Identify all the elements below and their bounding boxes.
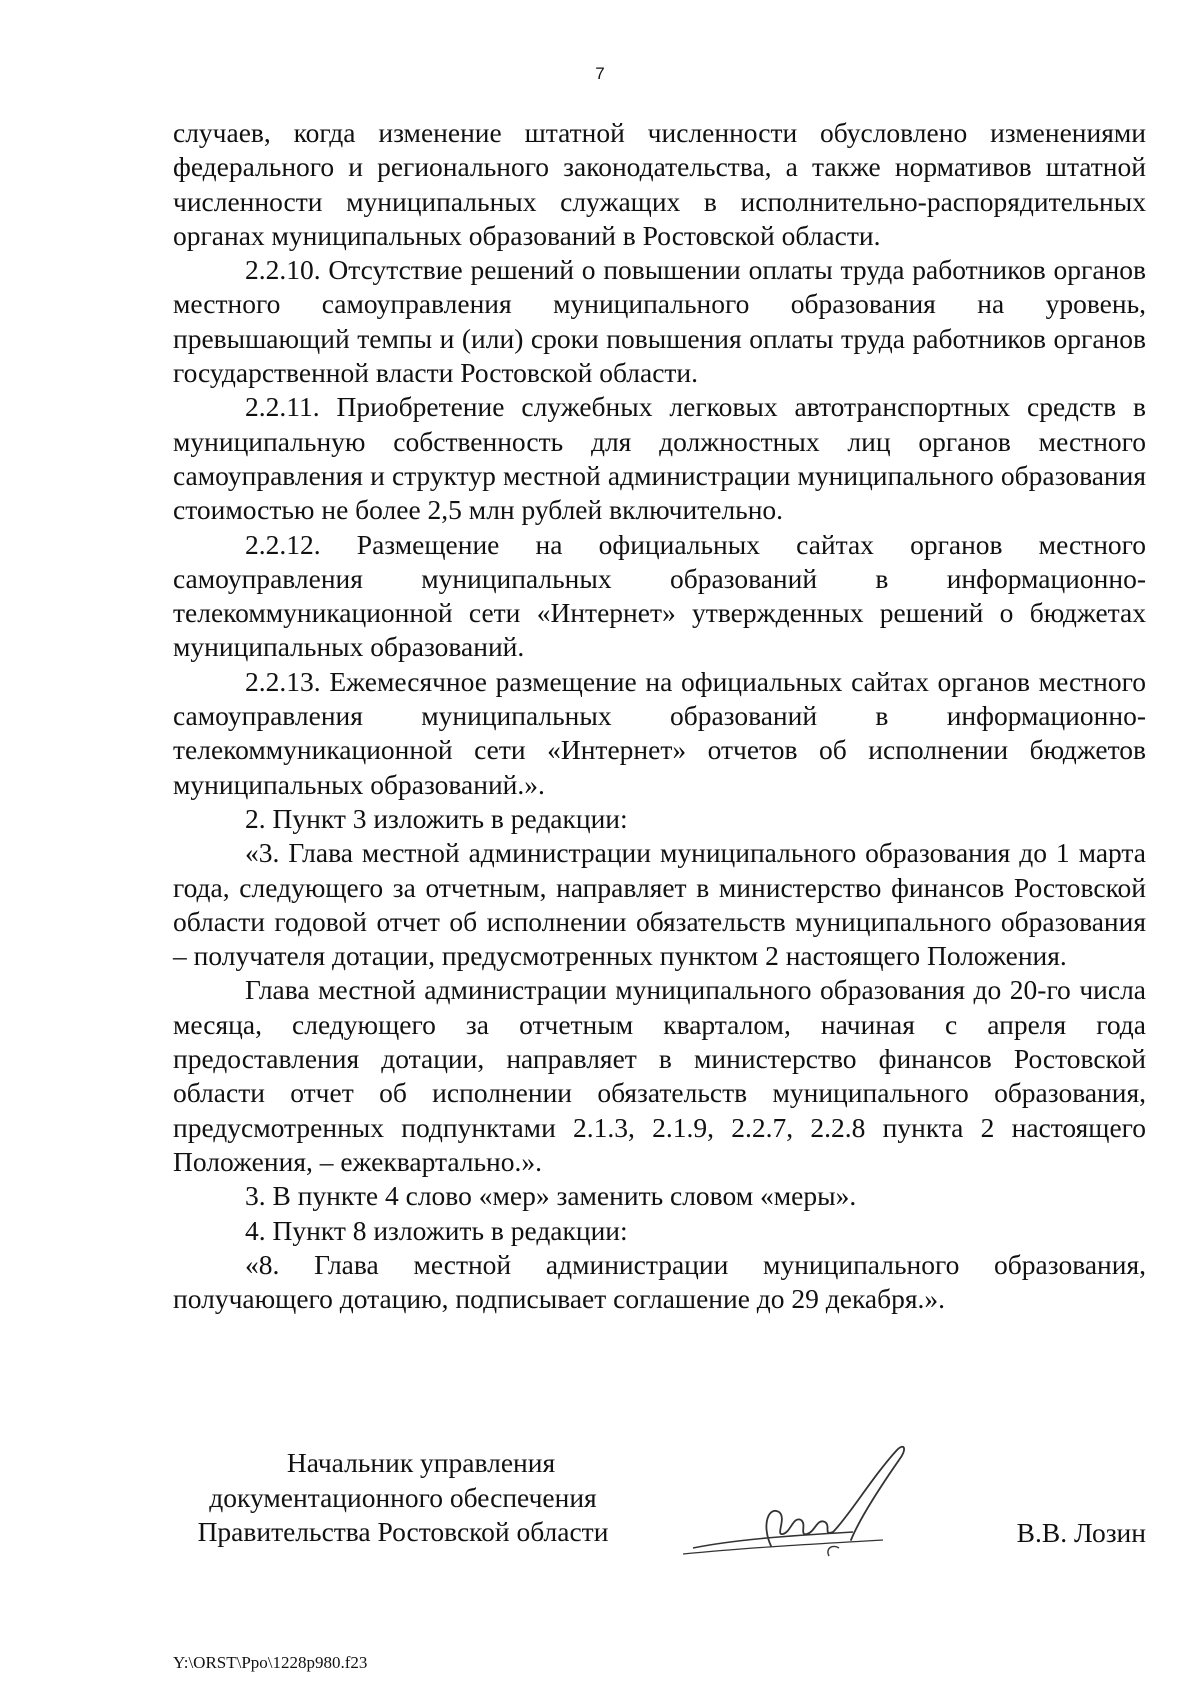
position-line: Начальник управления bbox=[286, 1447, 556, 1478]
paragraph: 2. Пункт 3 изложить в редакции: bbox=[245, 802, 628, 834]
position-line: документационного обеспечения bbox=[209, 1481, 597, 1513]
paragraph: 2.2.10. Отсутствие решений о повышении оплаты труда работников органов местного самоуправления муниципального образования на уровень, превышающий темпы и (или) сроки повышения оплаты труда работников органов государственной власти Ростовской области. bbox=[173, 254, 1146, 389]
page-number: 7 bbox=[595, 64, 605, 83]
signature-block bbox=[173, 1446, 1146, 1576]
paragraph: 2.2.12. Размещение на официальных сайтах органов местного самоуправления муниципальных образований в информационно-телекоммуникационной сети «Интернет» утвержденных решений о бюджетах муниципальных образований. bbox=[173, 528, 1146, 663]
paragraph: 2.2.13. Ежемесячное размещение на официальных сайтах органов местного самоуправления муниципальных образований в информационно-телекоммуникационной сети «Интернет» отчетов об исполнении бюджетов муниципальных образований.». bbox=[173, 665, 1146, 800]
paragraph: 3. В пункте 4 слово «мер» заменить словом «меры». bbox=[245, 1180, 857, 1212]
paragraph: «3. Глава местной администрации муниципального образования до 1 марта года, следующего за отчетным, направляет в министерство финансов Ростовской области годовой отчет об исполнении обязательств муниципального образования – получателя дотации, предусмотренных пунктом 2 настоящего Положения. bbox=[173, 837, 1146, 972]
paragraph: 4. Пункт 8 изложить в редакции: bbox=[245, 1214, 628, 1246]
handwritten-signature bbox=[653, 1436, 943, 1566]
position-line: Правительства Ростовской области bbox=[197, 1516, 609, 1547]
paragraph: Глава местной администрации муниципального образования до 20-го числа месяца, следующего за отчетным кварталом, начиная с апреля года предоставления дотации, направляет в министерство финансов Ростовской области отчет об исполнении обязательств муниципального образования, предусмотренных подпунктами 2.1.3, 2.1.9, 2.2.7, 2.2.8 пункта 2 настоящего Положения, – ежеквартально.». bbox=[173, 974, 1146, 1177]
paragraph: «8. Глава местной администрации муниципального образования, получающего дотацию, подписывает соглашение до 29 декабря.». bbox=[173, 1248, 1146, 1315]
signer-position bbox=[173, 1446, 633, 1550]
paragraph: 2.2.11. Приобретение служебных легковых автотранспортных средств в муниципальную собственность для должностных лиц органов местного самоуправления и структур местной администрации муниципального образования стоимостью не более 2,5 млн рублей включительно. bbox=[173, 391, 1146, 526]
signer-name: В.В. Лозин bbox=[1016, 1517, 1146, 1548]
document-body bbox=[173, 116, 1146, 1316]
file-path-footer: Y:\ORST\Ppo\1228p980.f23 bbox=[173, 1653, 368, 1672]
paragraph: случаев, когда изменение штатной численности обусловлено изменениями федерального и регионального законодательства, а также нормативов штатной численности муниципальных служащих в исполнительно-распорядительных органах муниципальных образований в Ростовской области. bbox=[173, 117, 1146, 251]
